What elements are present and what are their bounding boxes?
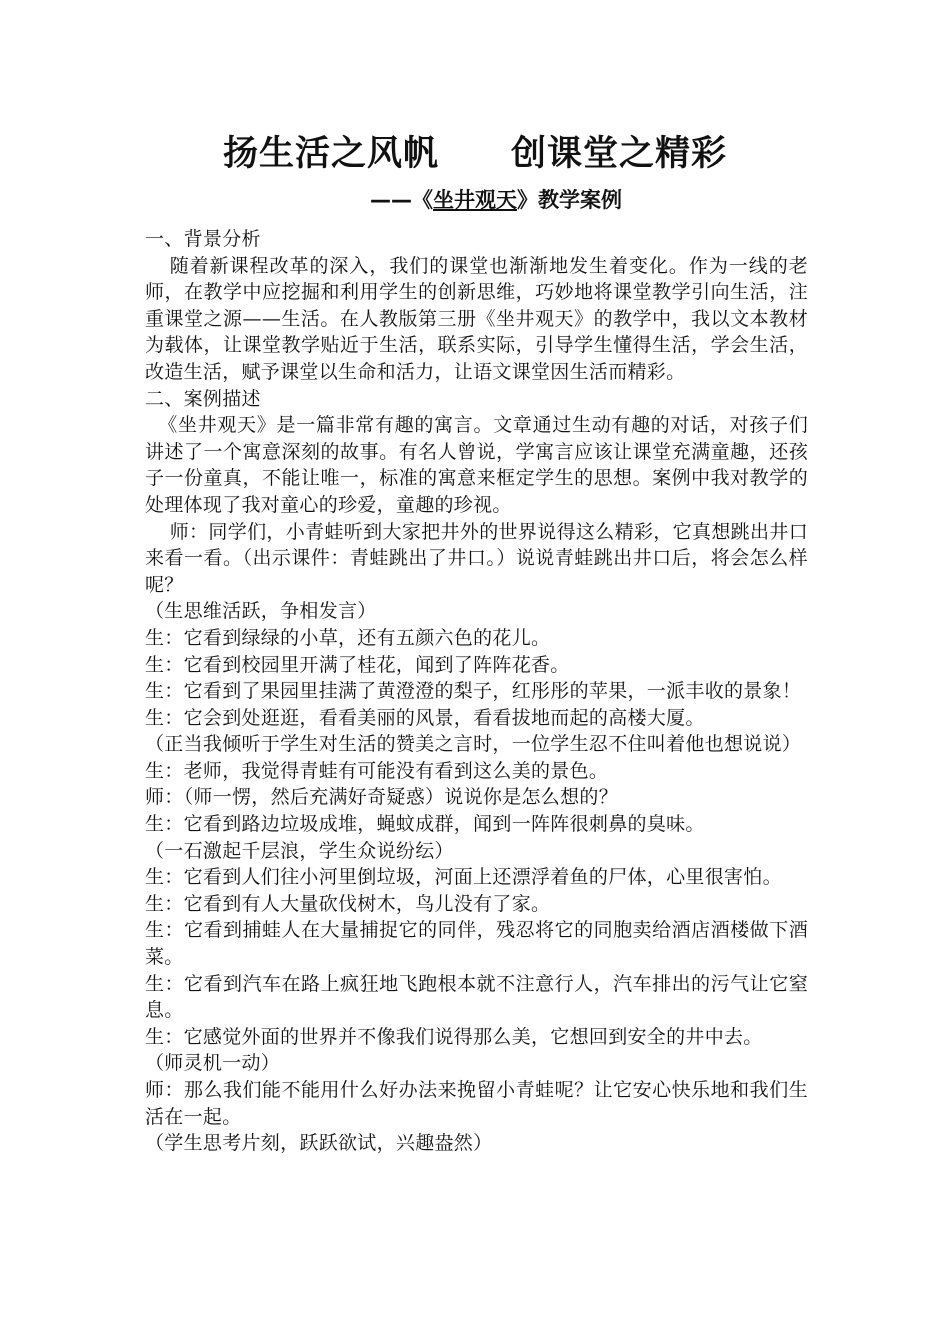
dialogue-line: 师：（师一愣，然后充满好奇疑惑）说说你是怎么想的？ <box>145 786 619 809</box>
dialogue-line: 生：它会到处逛逛，看看美丽的风景，看看拔地而起的高楼大厦。 <box>145 706 705 729</box>
title-part-1: 扬生活之风帆 <box>222 134 439 174</box>
section-heading: 二、案例描述 <box>145 387 261 410</box>
dialogue-line: 生：它看到路边垃圾成堆，蝇蚊成群，闻到一阵阵很刺鼻的臭味。 <box>145 813 705 836</box>
dialogue-line: 生：它感觉外面的世界并不像我们说得那么美，它想回到安全的井中去。 <box>145 1025 763 1048</box>
document-subtitle <box>370 184 622 214</box>
dialogue-line: （生思维活跃，争相发言） <box>145 600 377 623</box>
title-part-2: 创课堂之精彩 <box>511 134 728 174</box>
subtitle-dash: ——《 <box>370 188 433 212</box>
dialogue-line: 生：它看到人们往小河里倒垃圾，河面上还漂浮着鱼的尸体，心里很害怕。 <box>145 866 782 889</box>
dialogue-line: （师灵机一动） <box>145 1052 281 1075</box>
paragraph: 《坐井观天》是一篇非常有趣的寓言。文章通过生动有趣的对话，对孩子们讲述了一个寓意深刻的故事。有名人曾说，学寓言应该让课堂充满童趣，还孩子一份童真，不能让唯一，标准的寓意来框定学生的思想。案例中我对教学的处理体现了我对童心的珍爱，童趣的珍视。 <box>145 414 808 516</box>
dialogue-line: （一石激起千层浪，学生众说纷纭） <box>145 839 454 862</box>
paragraph: 随着新课程改革的深入，我们的课堂也渐渐地发生着变化。作为一线的老师，在教学中应挖掘和利用学生的创新思维，巧妙地将课堂教学引向生活，注重课堂之源——生活。在人教版第三册《坐井观天》的教学中，我以文本教材为载体，让课堂教学贴近于生活，联系实际，引导学生懂得生活，学会生活，改造生活，赋予课堂以生命和活力，让语文课堂因生活而精彩。 <box>145 254 808 383</box>
subtitle-rest: 》教学案例 <box>517 188 622 212</box>
dialogue-line: 生：它看到有人大量砍伐树木，鸟儿没有了家。 <box>145 892 551 915</box>
dialogue-line: 生：它看到汽车在路上疯狂地飞跑根本就不注意行人，汽车排出的污气让它窒息。 <box>145 972 808 1022</box>
dialogue-line: 生：它看到校园里开满了桂花，闻到了阵阵花香。 <box>145 653 570 676</box>
subtitle-lesson-name: 坐井观天 <box>433 188 517 212</box>
paragraph: 师：同学们，小青蛙听到大家把井外的世界说得这么精彩，它真想跳出井口来看一看。（出示课件：青蛙跳出了井口。）说说青蛙跳出井口后，将会怎么样呢？ <box>145 520 808 596</box>
dialogue-line: 生：它看到绿绿的小草，还有五颜六色的花儿。 <box>145 626 551 649</box>
dialogue-line: 生：老师，我觉得青蛙有可能没有看到这么美的景色。 <box>145 759 609 782</box>
dialogue-line: 生：它看到了果园里挂满了黄澄澄的梨子，红彤彤的苹果，一派丰收的景象！ <box>145 680 802 703</box>
dialogue-line: （正当我倾听于学生对生活的赞美之言时，一位学生忍不住叫着他也想说说） <box>145 733 802 756</box>
dialogue-line: 师：那么我们能不能用什么好办法来挽留小青蛙呢？让它安心快乐地和我们生活在一起。 <box>145 1079 808 1128</box>
document-title <box>0 126 950 176</box>
dialogue-line: （学生思考片刻，跃跃欲试，兴趣盎然） <box>145 1132 493 1155</box>
dialogue-line: 生：它看到捕蛙人在大量捕捉它的同伴，残忍将它的同胞卖给酒店酒楼做下酒菜。 <box>145 919 808 969</box>
document-body <box>145 226 808 1157</box>
section-heading: 一、背景分析 <box>145 228 261 250</box>
